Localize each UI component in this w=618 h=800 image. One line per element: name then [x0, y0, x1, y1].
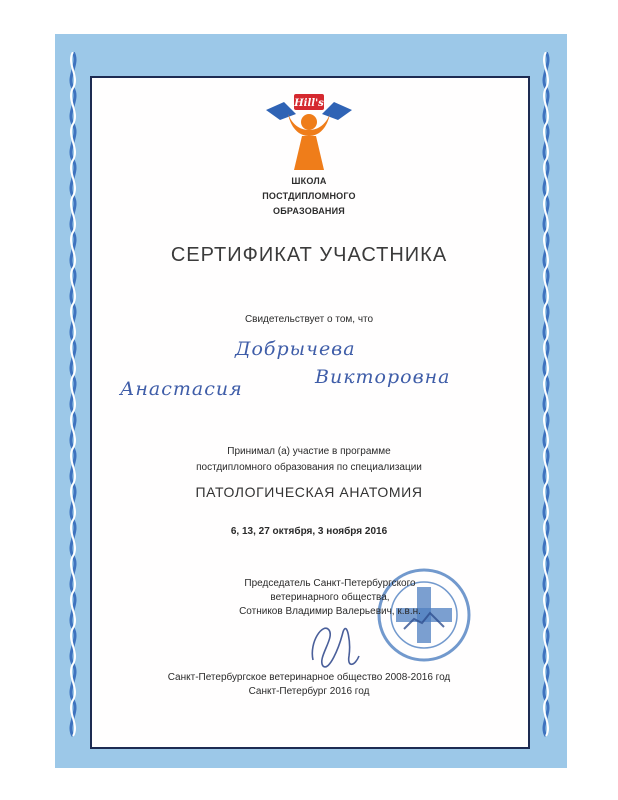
school-name-line-1: ШКОЛА — [291, 176, 327, 186]
participation-line-2: постдипломного образования по специализации — [196, 462, 422, 473]
chairman-line-2: ветеринарного общества, — [270, 592, 390, 603]
footer-line-2: Санкт-Петербург 2016 год — [248, 686, 370, 697]
chairman-line-1: Председатель Санкт-Петербургского — [244, 578, 416, 589]
chairman-line-3: Сотников Владимир Валерьевич, к.в.н. — [239, 606, 421, 617]
recipient-first-name: Анастасия — [120, 378, 243, 400]
handwritten-signature-icon — [305, 612, 363, 674]
certifies-text: Свидетельствует о том, что — [244, 314, 374, 325]
certificate-title: СЕРТИФИКАТ УЧАСТНИКА — [170, 244, 448, 266]
school-figure-logo-icon — [262, 92, 356, 172]
school-name-line-3: ОБРАЗОВАНИЯ — [273, 206, 345, 216]
recipient-patronymic: Викторовна — [315, 366, 451, 388]
left-ornament-border — [64, 52, 82, 752]
course-dates: 6, 13, 27 октября, 3 ноября 2016 — [230, 526, 388, 537]
recipient-surname: Добрычева — [235, 338, 356, 360]
school-name-line-2: ПОСТДИПЛОМНОГО — [262, 191, 356, 201]
specialization-title: ПАТОЛОГИЧЕСКАЯ АНАТОМИЯ — [195, 484, 423, 500]
hills-logo-text: Hill's — [294, 98, 324, 109]
participation-line-1: Принимал (а) участие в программе — [227, 446, 391, 457]
footer-line-1: Санкт-Петербургское ветеринарное общество 2008-2016 год — [167, 672, 451, 683]
right-ornament-border — [537, 52, 555, 752]
